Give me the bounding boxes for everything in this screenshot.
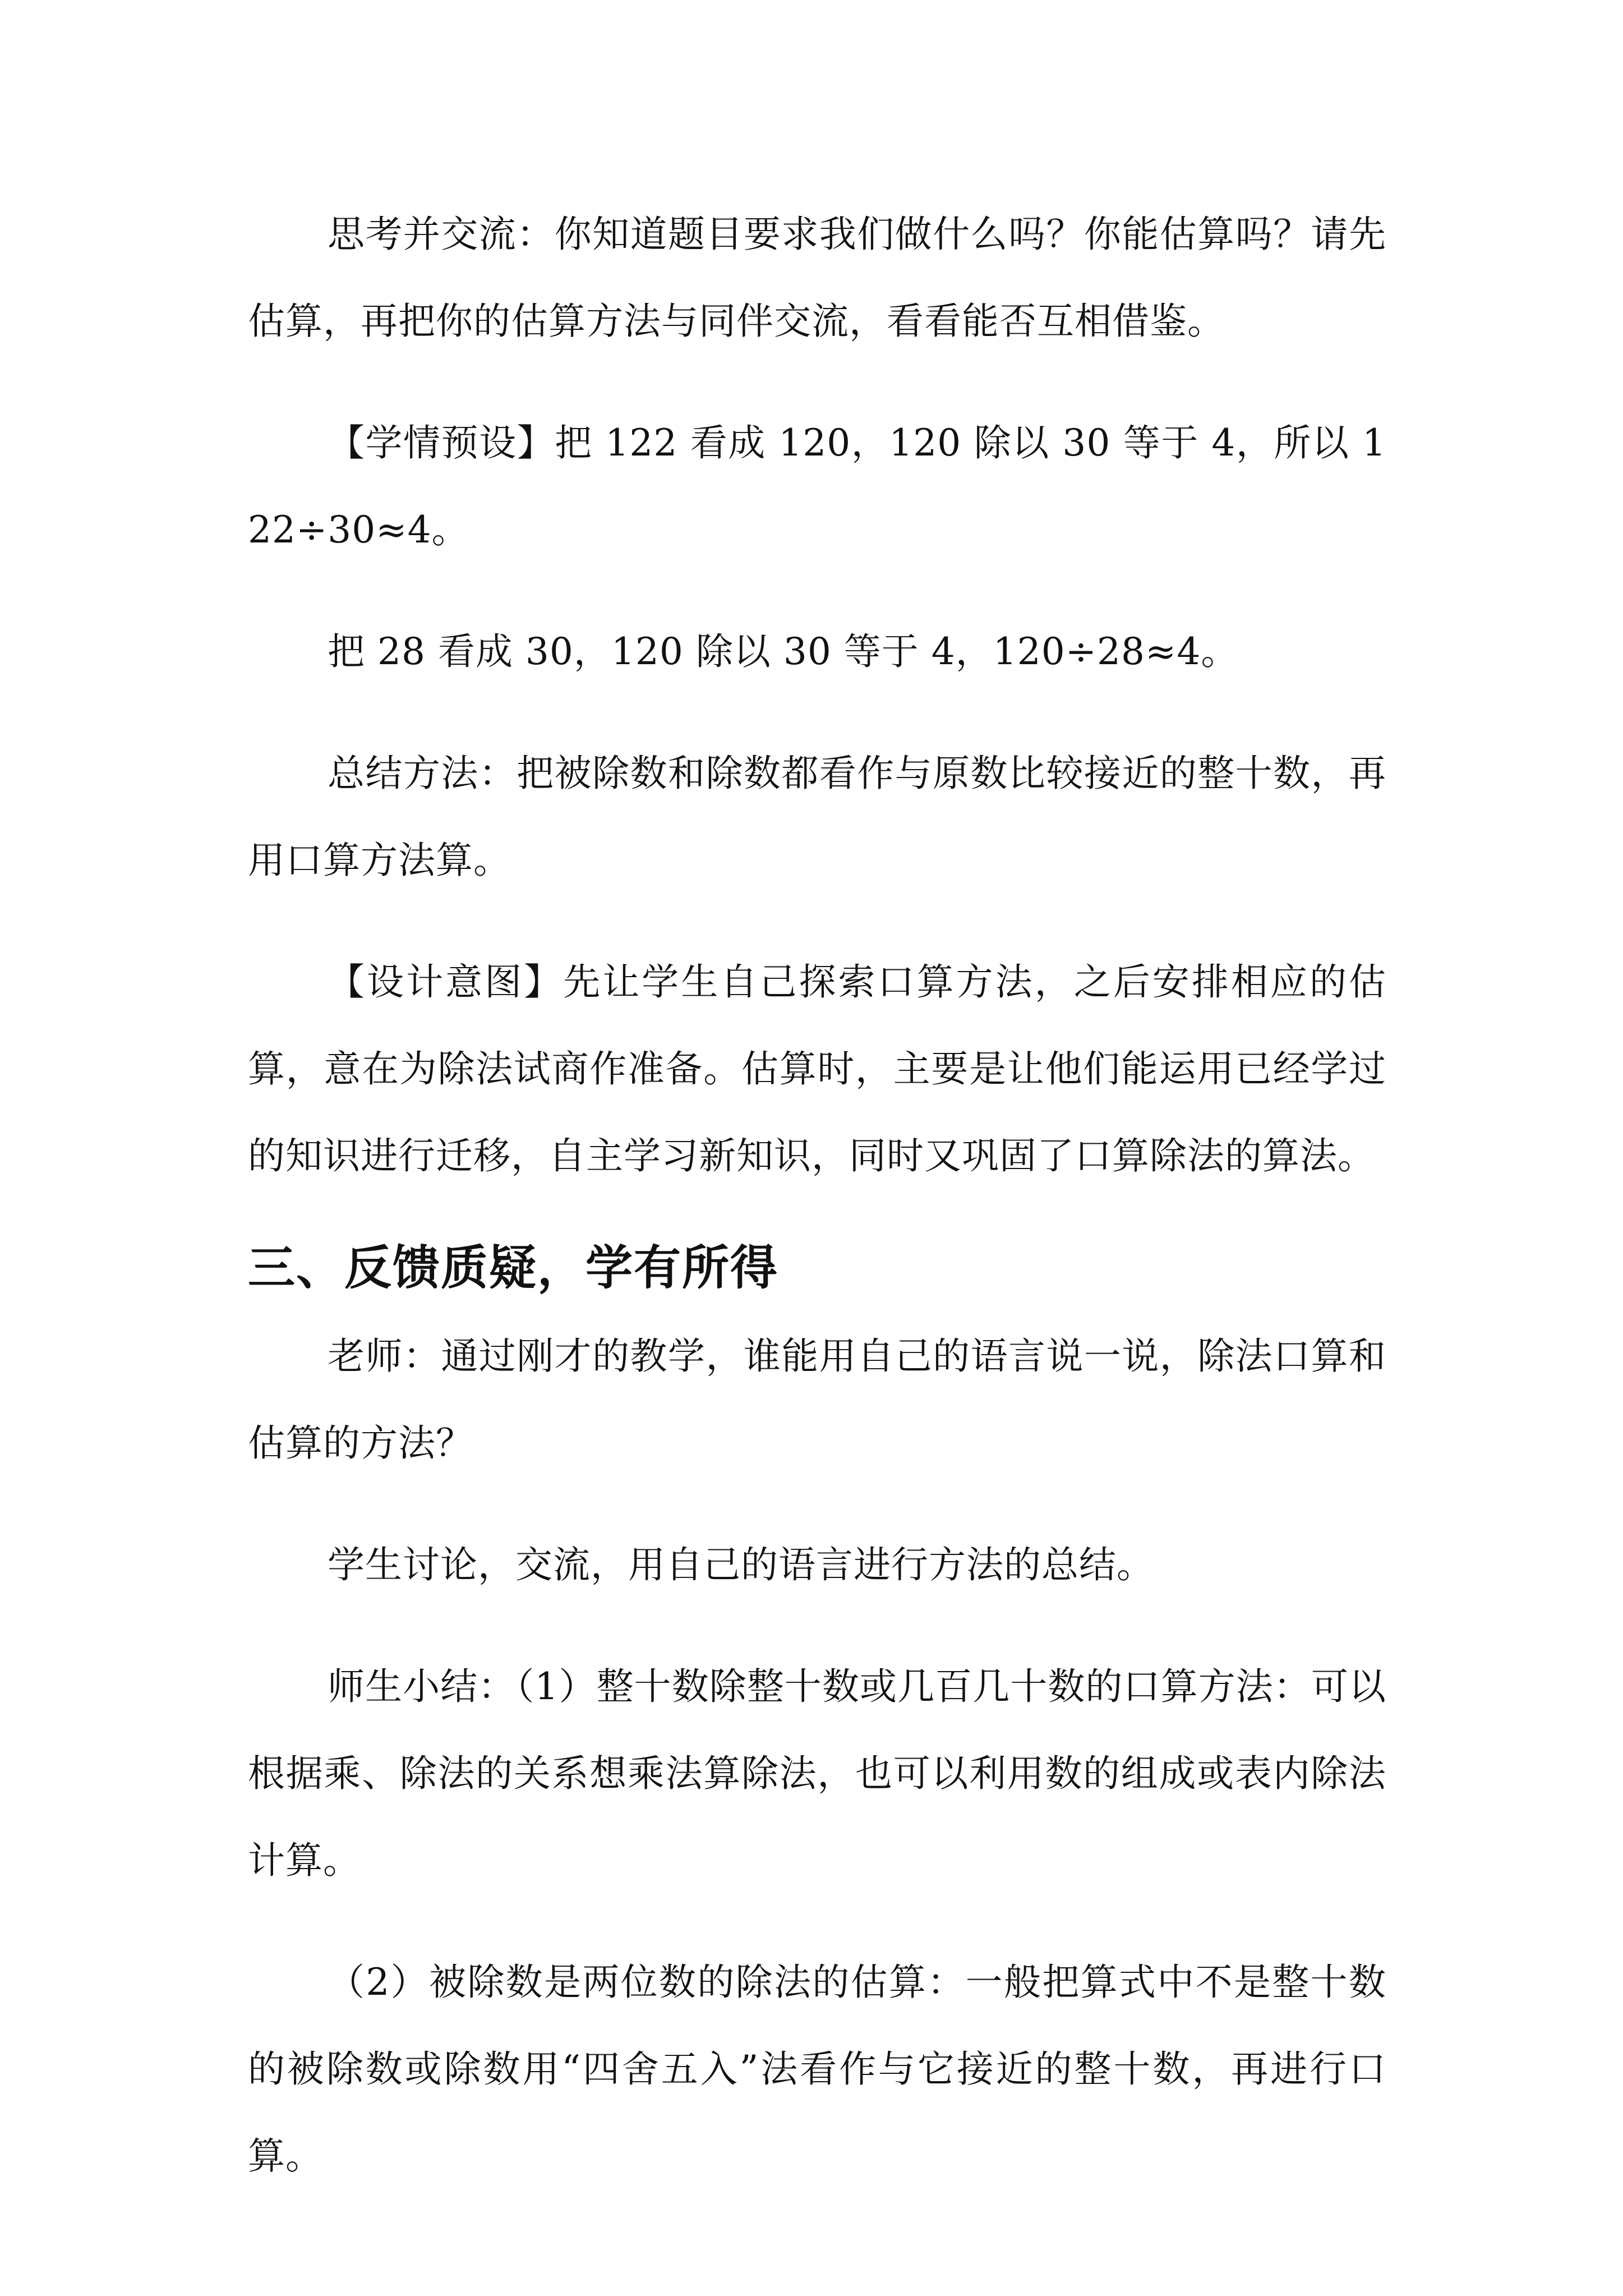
paragraph-summary-2: （2）被除数是两位数的除法的估算：一般把算式中不是整十数的被除数或除数用“四舍五入”法看作与它接近的整十数，再进行口算。 bbox=[248, 1961, 1386, 2178]
paragraph-summary-method: 总结方法：把被除数和除数都看作与原数比较接近的整十数，再用口算方法算。 bbox=[248, 752, 1386, 882]
paragraph-think-and-discuss: 思考并交流：你知道题目要求我们做什么吗？你能估算吗？请先估算，再把你的估算方法与同伴交流，看看能否互相借鉴。 bbox=[248, 213, 1386, 343]
paragraph-design-intent: 【设计意图】先让学生自己探索口算方法，之后安排相应的估算，意在为除法试商作准备。估算时，主要是让他们能运用已经学过的知识进行迁移，自主学习新知识，同时又巩固了口算除法的算法。 bbox=[248, 960, 1386, 1177]
paragraph-estimate-28: 把 28 看成 30，120 除以 30 等于 4，120÷28≈4。 bbox=[328, 630, 1239, 673]
section-heading: 三、反馈质疑，学有所得 bbox=[248, 1240, 779, 1295]
paragraph-learning-preset: 【学情预设】把 122 看成 120，120 除以 30 等于 4，所以 122÷30≈4。 bbox=[248, 421, 1386, 551]
document-content bbox=[248, 191, 1386, 2200]
paragraph-teacher-question: 老师：通过刚才的教学，谁能用自己的语言说一说，除法口算和估算的方法？ bbox=[248, 1335, 1386, 1465]
paragraph-student-discussion: 学生讨论，交流，用自己的语言进行方法的总结。 bbox=[328, 1543, 1154, 1586]
paragraph-summary-1: 师生小结：（1）整十数除整十数或几百几十数的口算方法：可以根据乘、除法的关系想乘法算除法，也可以利用数的组成或表内除法计算。 bbox=[248, 1665, 1386, 1882]
